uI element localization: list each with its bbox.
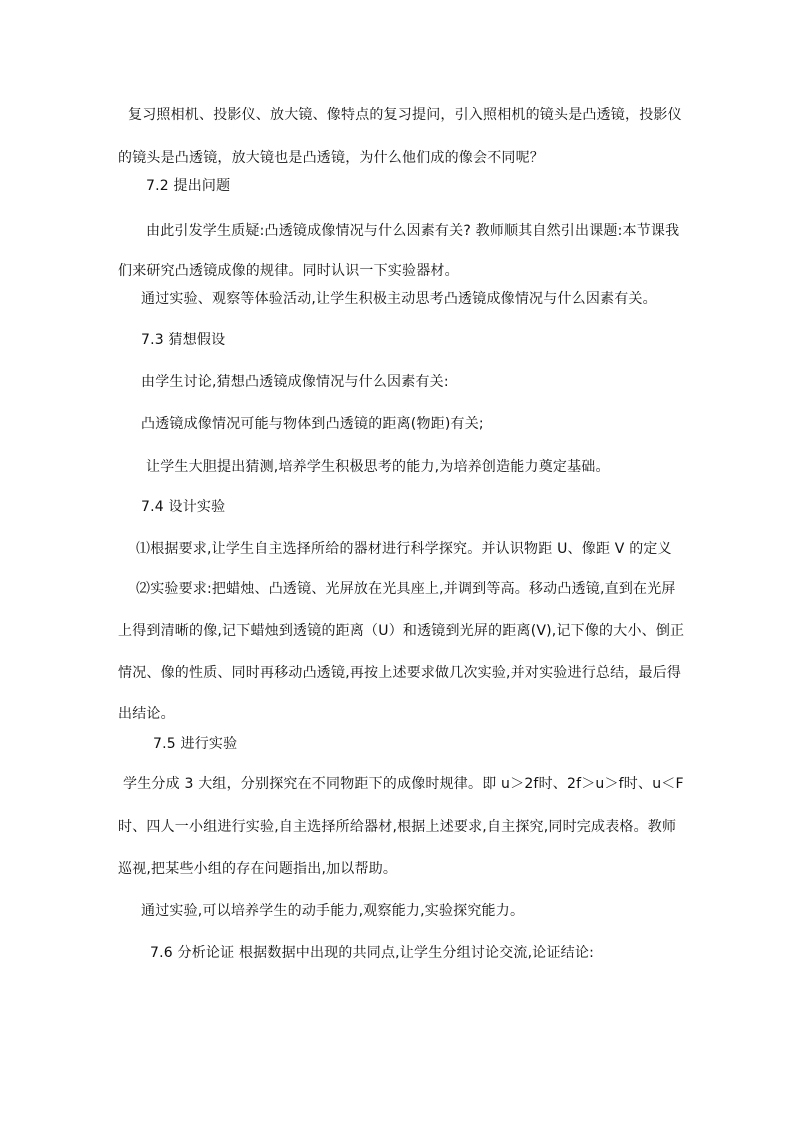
paragraph-guess: 让学生大胆提出猜测,培养学生积极思考的能力,为培养创造能力奠定基础。 xyxy=(146,459,610,475)
section-heading-7-5: 7.5 进行实验 xyxy=(153,736,238,752)
section-heading-7-3: 7.3 猜想假设 xyxy=(141,332,226,348)
paragraph-design-1: ⑴根据要求,让学生自主选择所给的器材进行科学探究。并认识物距 U、像距 V 的定义 xyxy=(136,541,672,557)
paragraph-experiment-line-1: 学生分成 3 大组，分别探究在不同物距下的成像时规律。即 u＞2f时、2f＞u＞f时、u＜F xyxy=(123,776,684,792)
paragraph-design-2-line-2: 上得到清晰的像,记下蜡烛到透镜的距离（U）和透镜到光屏的距离(V),记下像的大小、倒正 xyxy=(118,623,685,639)
paragraph-question-line-1: 由此引发学生质疑:凸透镜成像情况与什么因素有关? 教师顺其自然引出课题:本节课我 xyxy=(146,223,680,239)
section-heading-7-2: 7.2 提出问题 xyxy=(146,178,231,194)
paragraph-design-2-line-1: ⑵实验要求:把蜡烛、凸透镜、光屏放在光具座上,并调到等高。移动凸透镜,直到在光屏 xyxy=(136,581,676,597)
paragraph-question-line-2: 们来研究凸透镜成像的规律。同时认识一下实验器材。 xyxy=(118,263,459,279)
paragraph-activity: 通过实验、观察等体验活动,让学生积极主动思考凸透镜成像情况与什么因素有关。 xyxy=(141,291,657,307)
paragraph-discussion: 由学生讨论,猜想凸透镜成像情况与什么因素有关: xyxy=(141,374,449,390)
paragraph-experiment-line-2: 时、四人一小组进行实验,自主选择所给器材,根据上述要求,自主探究,同时完成表格。教师 xyxy=(118,819,677,835)
paragraph-review-line-2: 的镜头是凸透镜，放大镜也是凸透镜，为什么他们成的像会不同呢？ xyxy=(118,150,544,166)
section-heading-7-6: 7.6 分析论证 根据数据中出现的共同点,让学生分组讨论交流,论证结论: xyxy=(150,945,594,961)
section-heading-7-4: 7.4 设计实验 xyxy=(141,499,226,515)
paragraph-skills: 通过实验,可以培养学生的动手能力,观察能力,实验探究能力。 xyxy=(141,903,525,919)
paragraph-review-line-1: 复习照相机、投影仪、放大镜、像特点的复习提问，引入照相机的镜头是凸透镜，投影仪 xyxy=(128,107,682,123)
paragraph-experiment-line-3: 巡视,把某些小组的存在问题指出,加以帮助。 xyxy=(118,861,398,877)
paragraph-design-2-line-4: 出结论。 xyxy=(118,706,175,722)
paragraph-hypothesis: 凸透镜成像情况可能与物体到凸透镜的距离(物距)有关; xyxy=(141,416,484,432)
paragraph-design-2-line-3: 情况、像的性质、同时再移动凸透镜,再按上述要求做几次实验,并对实验进行总结，最后得 xyxy=(118,665,682,681)
